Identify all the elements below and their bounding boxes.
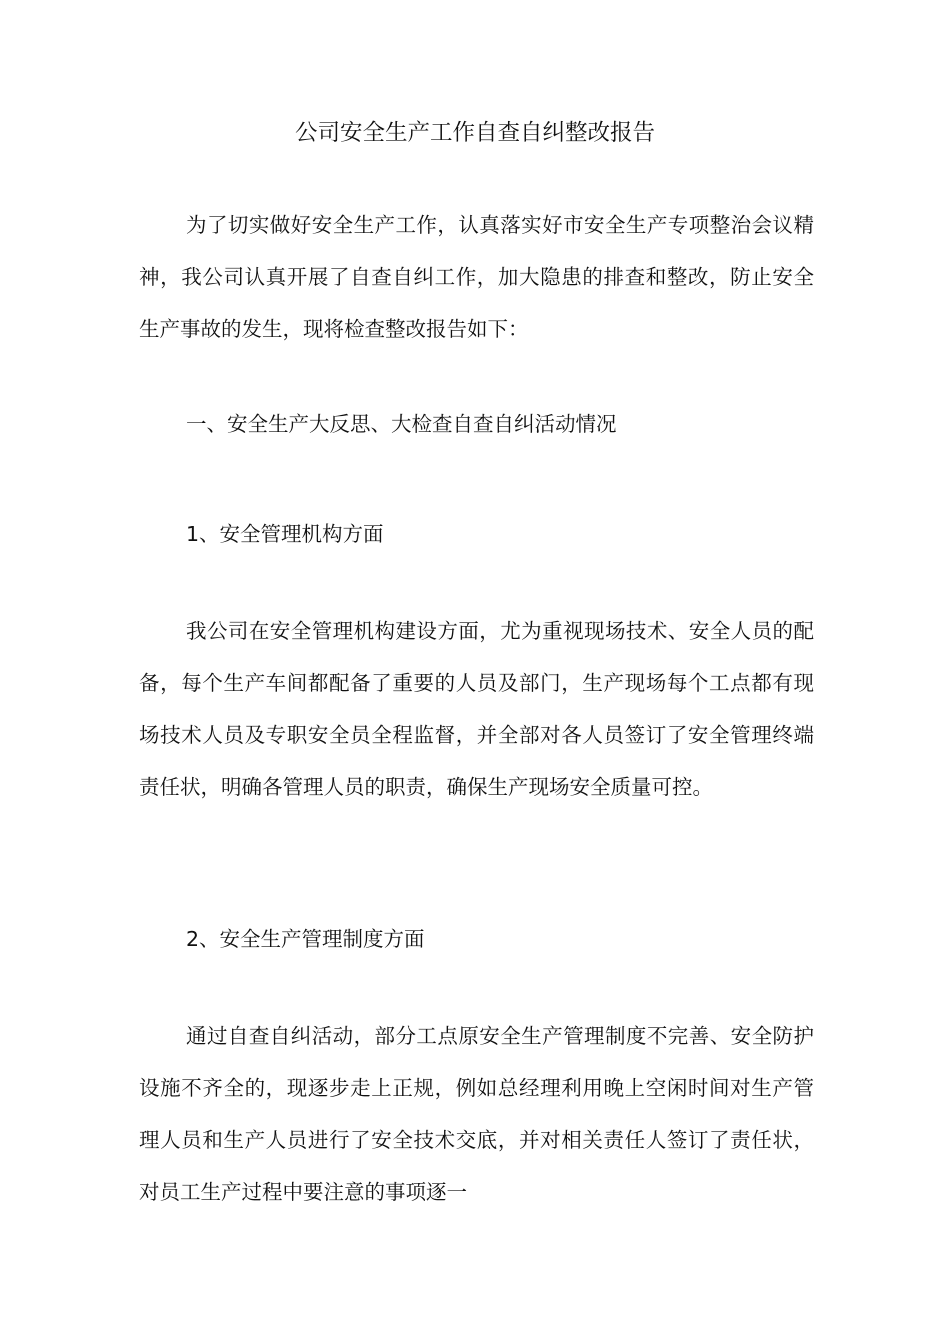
- subsection-1-heading: 1、安全管理机构方面: [186, 522, 384, 546]
- document-title: 公司安全生产工作自查自纠整改报告: [294, 120, 655, 146]
- subsection-2-heading: 2、安全生产管理制度方面: [186, 927, 425, 951]
- subsection-1-paragraph: 我公司在安全管理机构建设方面，尤为重视现场技术、安全人员的配备，每个生产车间都配备了重要的人员及部门，生产现场每个工点都有现场技术人员及专职安全员全程监督，并全部对各人员签订了安全管理终端责任状，明确各管理人员的职责，确保生产现场安全质量可控。: [139, 619, 814, 799]
- section-1-heading: 一、安全生产大反思、大检查自查自纠活动情况: [186, 412, 617, 436]
- intro-paragraph: 为了切实做好安全生产工作，认真落实好市安全生产专项整治会议精神，我公司认真开展了自查自纠工作，加大隐患的排查和整改，防止安全生产事故的发生，现将检查整改报告如下：: [139, 213, 814, 341]
- subsection-2-paragraph: 通过自查自纠活动，部分工点原安全生产管理制度不完善、安全防护设施不齐全的，现逐步走上正规，例如总经理利用晚上空闲时间对生产管理人员和生产人员进行了安全技术交底，并对相关责任人签订了责任状，对员工生产过程中要注意的事项逐一: [139, 1024, 814, 1204]
